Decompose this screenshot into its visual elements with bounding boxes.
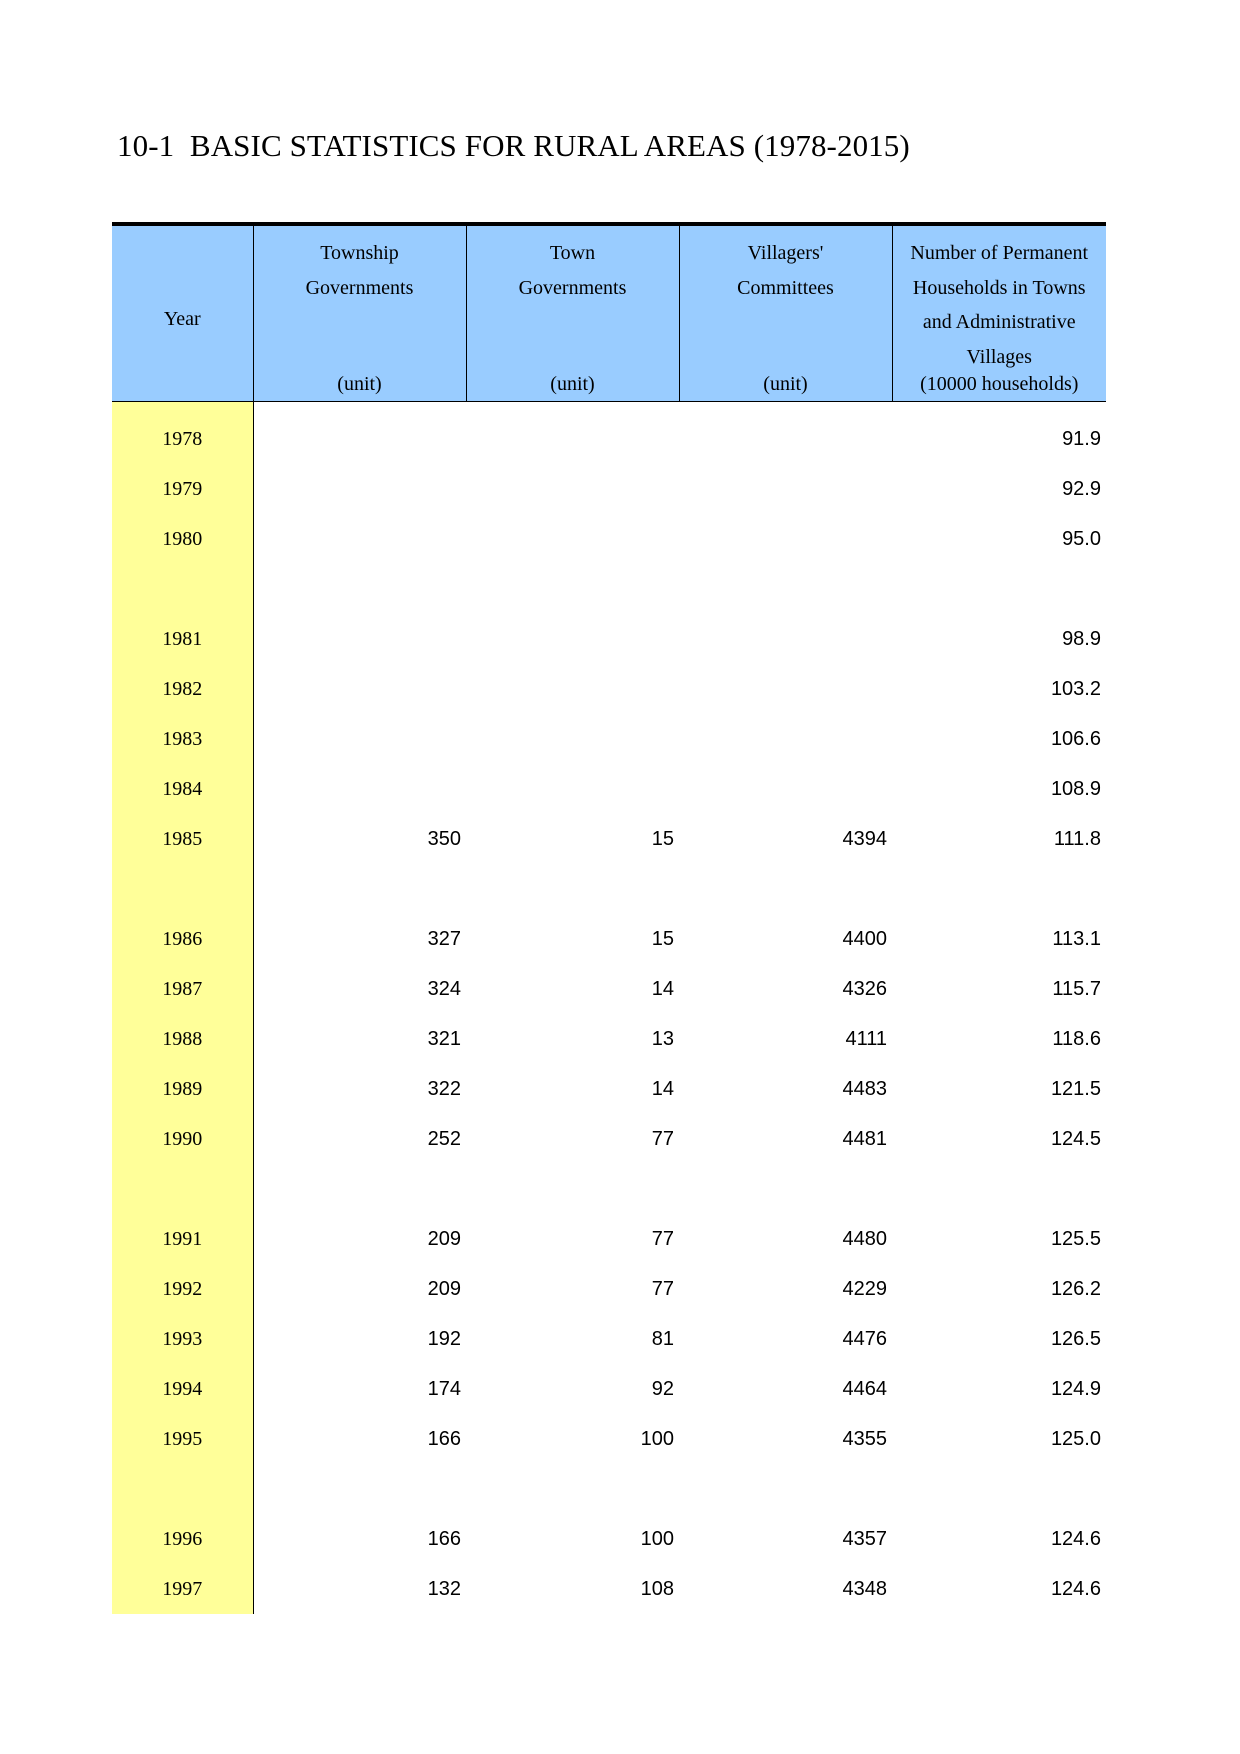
value-cell-blank — [466, 564, 679, 614]
villagers-value-cell: 4400 — [842, 927, 887, 950]
township-value-cell: 327 — [427, 927, 461, 950]
town-value-cell — [466, 764, 679, 814]
year-cell: 1982 — [112, 664, 253, 714]
villagers-value-cell: 4394 — [842, 827, 887, 850]
town-value-cell: 14 — [651, 1077, 674, 1100]
households-value-cell: 98.9 — [1062, 627, 1101, 650]
year-cell: 1978 — [112, 414, 253, 464]
households-value-cell: 118.6 — [1052, 1027, 1101, 1050]
year-cell: 1989 — [112, 1064, 253, 1114]
value-cell-blank — [892, 1164, 1106, 1214]
town-value-cell: 15 — [651, 927, 674, 950]
villagers-value-cell: 4229 — [842, 1277, 887, 1300]
table-row — [112, 664, 1106, 714]
villagers-value-cell: 4476 — [842, 1327, 887, 1350]
year-cell: 1996 — [112, 1514, 253, 1564]
value-cell-blank — [679, 1164, 892, 1214]
year-cell: 1979 — [112, 464, 253, 514]
value-cell-blank — [253, 1164, 466, 1214]
township-value-cell — [253, 464, 466, 514]
town-value-cell: 81 — [651, 1327, 674, 1350]
households-value-cell: 92.9 — [1062, 477, 1101, 500]
villagers-value-cell: 4111 — [845, 1027, 887, 1050]
year-cell: 1983 — [112, 714, 253, 764]
villagers-value-cell — [679, 414, 892, 464]
value-cell-blank — [679, 402, 892, 415]
villagers-value-cell — [679, 764, 892, 814]
households-value-cell: 95.0 — [1062, 527, 1101, 550]
year-cell: 1997 — [112, 1564, 253, 1614]
table-row — [112, 614, 1106, 664]
header-year-label: Year — [163, 308, 201, 330]
table-row — [112, 1064, 1106, 1114]
header-row — [112, 224, 1106, 402]
town-value-cell: 14 — [651, 977, 674, 1000]
table-row — [112, 964, 1106, 1014]
table-row — [112, 1514, 1106, 1564]
spacer-row — [112, 564, 1106, 614]
header-households-unit: (10000 households) — [920, 373, 1079, 395]
header-permanent-households — [892, 224, 1106, 402]
households-value-cell: 124.6 — [1050, 1527, 1101, 1550]
table-row — [112, 1014, 1106, 1064]
value-cell-blank — [679, 864, 892, 914]
rural-statistics-table — [112, 222, 1106, 1614]
town-value-cell: 77 — [651, 1127, 674, 1150]
township-value-cell: 166 — [427, 1427, 461, 1450]
header-year — [112, 224, 253, 402]
table-row — [112, 1364, 1106, 1414]
town-value-cell: 77 — [651, 1277, 674, 1300]
town-value-cell: 13 — [651, 1027, 674, 1050]
town-value-cell: 77 — [651, 1227, 674, 1250]
town-value-cell — [466, 464, 679, 514]
table-row — [112, 414, 1106, 464]
township-value-cell: 324 — [427, 977, 461, 1000]
township-value-cell: 166 — [427, 1527, 461, 1550]
year-cell: 1995 — [112, 1414, 253, 1464]
town-value-cell — [466, 614, 679, 664]
table-row — [112, 714, 1106, 764]
value-cell-blank — [466, 864, 679, 914]
township-value-cell: 252 — [427, 1127, 461, 1150]
year-cell: 1990 — [112, 1114, 253, 1164]
header-town-line1: Town — [549, 242, 596, 264]
value-cell-blank — [679, 564, 892, 614]
spacer-row — [112, 864, 1106, 914]
year-cell: 1991 — [112, 1214, 253, 1264]
value-cell-blank — [253, 402, 466, 415]
town-value-cell: 100 — [640, 1527, 674, 1550]
table-body — [112, 402, 1106, 1615]
header-villagers-unit: (unit) — [763, 373, 808, 395]
value-cell-blank — [679, 1464, 892, 1514]
town-value-cell — [466, 414, 679, 464]
town-value-cell: 100 — [640, 1427, 674, 1450]
header-township-governments — [253, 224, 466, 402]
table-row — [112, 1414, 1106, 1464]
table-row — [112, 814, 1106, 864]
township-value-cell — [253, 664, 466, 714]
town-value-cell — [466, 664, 679, 714]
township-value-cell: 209 — [427, 1227, 461, 1250]
township-value-cell — [253, 514, 466, 564]
town-value-cell — [466, 514, 679, 564]
value-cell-blank — [253, 864, 466, 914]
year-cell-blank — [112, 1464, 253, 1514]
year-cell: 1986 — [112, 914, 253, 964]
year-cell: 1987 — [112, 964, 253, 1014]
township-value-cell: 350 — [427, 827, 461, 850]
township-value-cell — [253, 614, 466, 664]
table-row — [112, 764, 1106, 814]
households-value-cell: 111.8 — [1053, 827, 1101, 850]
page-title: 10-1 BASIC STATISTICS FOR RURAL AREAS (1978-2015) — [117, 128, 910, 163]
township-value-cell: 322 — [427, 1077, 461, 1100]
villagers-value-cell — [679, 714, 892, 764]
villagers-value-cell: 4480 — [842, 1227, 887, 1250]
table-row — [112, 1264, 1106, 1314]
township-value-cell — [253, 714, 466, 764]
year-cell-blank — [112, 1164, 253, 1214]
spacer-row — [112, 1464, 1106, 1514]
town-value-cell: 108 — [640, 1577, 674, 1600]
town-value-cell — [466, 714, 679, 764]
township-value-cell: 174 — [427, 1377, 461, 1400]
value-cell-blank — [892, 402, 1106, 415]
year-cell-blank — [112, 402, 253, 415]
households-value-cell: 115.7 — [1052, 977, 1101, 1000]
value-cell-blank — [253, 564, 466, 614]
year-cell: 1980 — [112, 514, 253, 564]
villagers-value-cell: 4483 — [842, 1077, 887, 1100]
table-row — [112, 464, 1106, 514]
township-value-cell — [253, 764, 466, 814]
value-cell-blank — [466, 1164, 679, 1214]
header-households-line1: Number of Permanent — [910, 242, 1089, 264]
spacer-row — [112, 1164, 1106, 1214]
value-cell-blank — [253, 1464, 466, 1514]
header-township-unit: (unit) — [337, 373, 382, 395]
value-cell-blank — [892, 564, 1106, 614]
value-cell-blank — [892, 1464, 1106, 1514]
table-row — [112, 1114, 1106, 1164]
town-value-cell: 15 — [651, 827, 674, 850]
township-value-cell — [253, 414, 466, 464]
header-town-unit: (unit) — [550, 373, 595, 395]
year-cell: 1994 — [112, 1364, 253, 1414]
year-cell: 1988 — [112, 1014, 253, 1064]
households-value-cell: 106.6 — [1050, 727, 1101, 750]
year-cell: 1984 — [112, 764, 253, 814]
header-township-line1: Township — [320, 242, 399, 264]
villagers-value-cell — [679, 614, 892, 664]
table-row — [112, 1214, 1106, 1264]
villagers-value-cell: 4326 — [842, 977, 887, 1000]
villagers-value-cell — [679, 664, 892, 714]
households-value-cell: 126.2 — [1050, 1277, 1101, 1300]
villagers-value-cell — [679, 514, 892, 564]
households-value-cell: 124.5 — [1050, 1127, 1101, 1150]
households-value-cell: 125.5 — [1050, 1227, 1101, 1250]
villagers-value-cell: 4464 — [842, 1377, 887, 1400]
header-township-line2: Governments — [305, 276, 414, 299]
top-padding-row — [112, 402, 1106, 415]
value-cell-blank — [466, 1464, 679, 1514]
township-value-cell: 209 — [427, 1277, 461, 1300]
year-cell-blank — [112, 864, 253, 914]
households-value-cell: 124.6 — [1050, 1577, 1101, 1600]
header-households-line3: and Administrative — [922, 311, 1076, 333]
table-row — [112, 1564, 1106, 1614]
value-cell-blank — [466, 402, 679, 415]
table-row — [112, 1314, 1106, 1364]
villagers-value-cell — [679, 464, 892, 514]
households-value-cell: 121.5 — [1050, 1077, 1101, 1100]
villagers-value-cell: 4355 — [842, 1427, 887, 1450]
header-villagers-committees — [679, 224, 892, 402]
header-villagers-line1: Villagers' — [747, 242, 824, 264]
header-town-governments — [466, 224, 679, 402]
households-value-cell: 103.2 — [1050, 677, 1101, 700]
year-cell: 1993 — [112, 1314, 253, 1364]
table-row — [112, 914, 1106, 964]
header-households-line4: Villages — [966, 345, 1032, 368]
villagers-value-cell: 4357 — [842, 1527, 887, 1550]
value-cell-blank — [892, 864, 1106, 914]
households-value-cell: 113.1 — [1052, 927, 1101, 950]
households-value-cell: 126.5 — [1050, 1327, 1101, 1350]
households-value-cell: 91.9 — [1062, 427, 1101, 450]
town-value-cell: 92 — [651, 1377, 674, 1400]
township-value-cell: 132 — [427, 1577, 461, 1600]
year-cell: 1992 — [112, 1264, 253, 1314]
year-cell: 1981 — [112, 614, 253, 664]
township-value-cell: 192 — [427, 1327, 461, 1350]
villagers-value-cell: 4481 — [842, 1127, 887, 1150]
year-cell-blank — [112, 564, 253, 614]
township-value-cell: 321 — [427, 1027, 461, 1050]
villagers-value-cell: 4348 — [842, 1577, 887, 1600]
header-town-line2: Governments — [518, 276, 627, 299]
households-value-cell: 124.9 — [1050, 1377, 1101, 1400]
year-cell: 1985 — [112, 814, 253, 864]
header-households-line2: Households in Towns — [912, 276, 1086, 299]
households-value-cell: 125.0 — [1050, 1427, 1101, 1450]
table-row — [112, 514, 1106, 564]
header-villagers-line2: Committees — [737, 276, 834, 299]
households-value-cell: 108.9 — [1050, 777, 1101, 800]
